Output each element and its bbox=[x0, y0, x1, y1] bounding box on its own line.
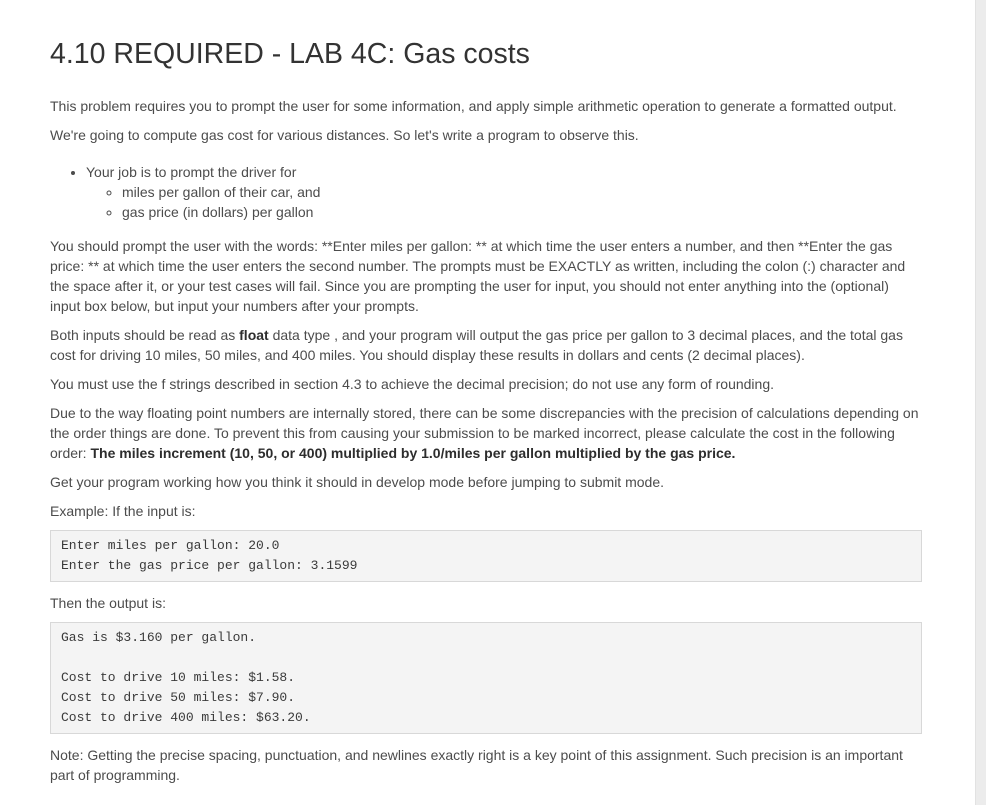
note-paragraph: Note: Getting the precise spacing, punctuation, and newlines exactly right is a key point of this assignment. Such precision is an important part of programming. bbox=[50, 747, 903, 783]
inputs-text-after: data type , and your program will output the gas price per gallon to 3 decimal places, and the total gas cost for driving 10 miles, 50 miles, and 400 miles. You should display these results in dollars and cents (2 decimal places). bbox=[50, 327, 903, 363]
output-example-block bbox=[50, 622, 922, 734]
input-example-block bbox=[50, 530, 922, 582]
prompt-instructions-paragraph: You should prompt the user with the words: **Enter miles per gallon: ** at which time the user enters a number, and then **Enter the gas price: ** at which time the user enters the second number. The prompts must be EXACTLY as written, including the colon (:) character and the space after it, or your test cases will fail. Since you are prompting the user for input, you should not enter anything into the (optional) input box below, but input your numbers after your prompts. bbox=[50, 238, 906, 314]
floating-text-before: Due to the way floating point numbers are internally stored, there can be some discrepancies with the precision of calculations depending on the order things are done. To prevent this from causing your submission to be marked incorrect, please calculate the cost in the following order: bbox=[50, 405, 919, 461]
list-item bbox=[86, 162, 922, 222]
floating-point-paragraph bbox=[50, 403, 922, 463]
develop-mode-paragraph: Get your program working how you think it should in develop mode before jumping to submit mode. bbox=[50, 474, 664, 490]
code-line: Cost to drive 50 miles: $7.90. bbox=[61, 690, 296, 705]
requirements-list bbox=[50, 162, 922, 222]
code-line: Enter the gas price per gallon: 3.1599 bbox=[61, 558, 358, 573]
code-line: Cost to drive 10 miles: $1.58. bbox=[61, 670, 296, 685]
float-keyword: float bbox=[239, 327, 269, 343]
scrollbar[interactable] bbox=[975, 0, 986, 805]
code-line: Cost to drive 400 miles: $63.20. bbox=[61, 710, 311, 725]
intro-paragraph-1: This problem requires you to prompt the user for some information, and apply simple arithmetic operation to generate a formatted output. bbox=[50, 98, 897, 114]
code-line: Gas is $3.160 per gallon. bbox=[61, 630, 257, 645]
sub-list-item: ◦ miles per gallon of their car, and bbox=[122, 182, 922, 202]
inputs-paragraph bbox=[50, 325, 922, 365]
output-label: Then the output is: bbox=[50, 595, 166, 611]
calculation-order-bold: The miles increment (10, 50, or 400) multiplied by 1.0/miles per gallon multiplied by the gas price. bbox=[90, 445, 736, 461]
lab-content bbox=[50, 36, 922, 794]
sub-list bbox=[86, 182, 922, 222]
fstring-paragraph: You must use the f strings described in section 4.3 to achieve the decimal precision; do not use any form of rounding. bbox=[50, 376, 775, 392]
list-item-text: Your job is to prompt the driver for bbox=[86, 164, 297, 180]
intro-paragraph-2: We're going to compute gas cost for various distances. So let's write a program to observe this. bbox=[50, 127, 639, 143]
page-title: 4.10 REQUIRED - LAB 4C: Gas costs bbox=[50, 38, 530, 70]
example-label: Example: If the input is: bbox=[50, 503, 196, 519]
sub-list-item: ◦ gas price (in dollars) per gallon bbox=[122, 202, 922, 222]
code-line bbox=[61, 648, 911, 668]
inputs-text-before: Both inputs should be read as bbox=[50, 327, 240, 343]
code-line: Enter miles per gallon: 20.0 bbox=[61, 538, 280, 553]
